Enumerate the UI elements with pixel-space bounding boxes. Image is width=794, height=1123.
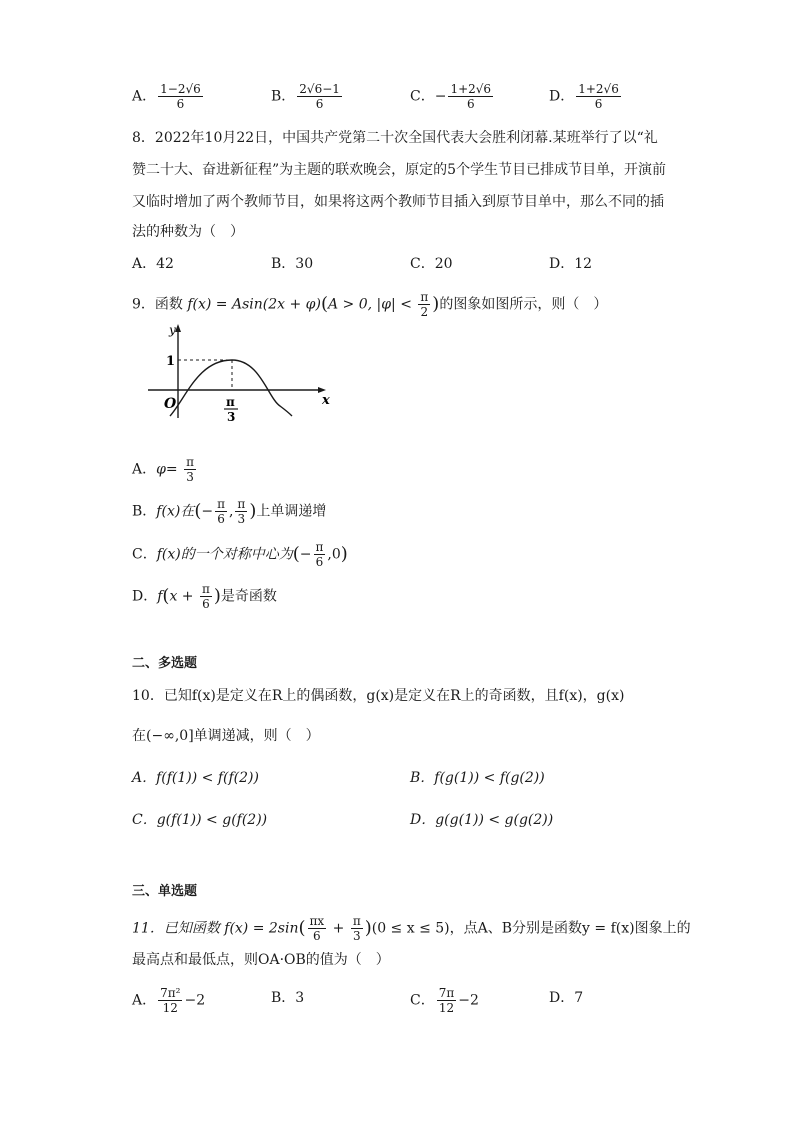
q7-option-a [132,82,205,111]
option-label: C． [410,992,435,1009]
argument: x + [169,588,198,605]
numerator: π [420,290,429,304]
paren-close: ) [432,293,440,315]
q8-option-a: A．42 [132,256,174,272]
option-label: B． [271,88,296,105]
numerator: 2√6−1 [299,82,340,96]
option-label: A． [132,88,157,105]
q11-option-a [132,986,205,1015]
q10-option-a: A．f(f(1)) < f(f(2)) [132,770,259,786]
paren-close: ) [213,585,221,607]
denominator: 6 [466,97,475,111]
option-label: C． [132,546,157,563]
denominator: 3 [186,470,194,484]
denominator: 6 [176,97,185,111]
x-tick-denominator: 3 [227,410,236,424]
denominator: 6 [313,929,321,943]
option-tail: ,0 [327,546,341,563]
option-text: f(x)的一个对称中心为 [156,546,293,563]
numerator: π [186,455,194,469]
option-tail: −2 [458,992,479,1009]
denominator: 6 [202,597,210,611]
q9-option-c: C．f(x)的一个对称中心为(− $\frac{\pi}{6}$ ,0) [132,540,348,569]
option-text: φ= [156,461,183,478]
sine-graph [140,320,330,425]
q10-option-d: D．g(g(1)) < g(g(2)) [410,812,554,828]
numerator: π [217,497,225,511]
option-label: D． [549,88,575,105]
q8-option-b: B．30 [271,256,314,272]
q7-option-d [549,82,623,111]
numerator: π [315,540,324,554]
numerator: 7π [438,986,455,1000]
paren-open: ( [162,585,170,607]
q9-function: f(x) = Asin(2x + φ) [187,296,321,313]
x-axis-label: x [322,393,330,408]
function-name: f [157,588,163,605]
numerator: π [237,497,246,511]
q10-line-2: 在(−∞,0]单调递减，则（ ） [132,728,320,744]
q11-line-2: 最高点和最低点，则OA·OB的值为（ ） [132,952,390,968]
minus-sign: − [434,88,447,105]
paren-open: ( [298,917,306,939]
q9-option-d [132,582,277,611]
fraction [437,986,457,1015]
option-label: A． [132,992,157,1009]
q9-suffix: 的图象如图所示，则（ ） [439,296,608,313]
option-label: C． [410,88,435,105]
section-title-single-choice: 三、单选题 [132,884,198,899]
fraction [448,82,493,111]
q8-line-3: 又临时增加了两个教师节目，如果将这两个教师节目插入到原节目单中，那么不同的插 [132,194,664,210]
fraction [235,497,247,526]
numerator: 7π² [160,986,181,1000]
q11-line-1 [132,914,691,943]
q7-option-c [410,82,495,111]
denominator: 3 [237,512,246,526]
q11-option-d: D．7 [549,990,584,1006]
q11-condition: (0 ≤ x ≤ 5)，点A、B分别是函数y = f(x)图象上的 [371,920,691,937]
fraction [297,82,342,111]
paren-open: ( [194,500,202,522]
numerator: 1−2√6 [160,82,201,96]
fraction [418,290,430,319]
q9-stem [132,290,607,319]
numerator: πx [309,914,325,928]
paren-close: ) [364,917,372,939]
q11-option-c [410,986,479,1015]
y-tick-label: 1 [166,354,176,369]
option-label: D． [132,588,158,605]
section-title-multi-choice: 二、多选题 [132,656,198,671]
denominator: 6 [315,97,324,111]
paren-close: ) [249,500,257,522]
fraction [314,540,326,569]
q10-line-1: 10．已知f(x)是定义在R上的偶函数，g(x)是定义在R上的奇函数，且f(x)，g(x) [132,688,625,704]
q8-option-d: D．12 [549,256,593,272]
origin-label: O [164,396,177,412]
option-text: f(x)在 [156,503,195,520]
y-axis-arrow [175,324,181,332]
q7-option-b [271,82,344,111]
q9-prefix: 9．函数 [132,296,188,313]
numerator: 1+2√6 [578,82,619,96]
option-suffix: 是奇函数 [220,588,277,605]
denominator: 6 [315,555,324,569]
y-axis-label: y [169,323,176,337]
denominator: 2 [420,305,429,319]
fraction [184,455,196,484]
option-tail: −2 [184,992,206,1009]
q9-option-a [132,455,198,484]
paren-close: ) [340,543,348,565]
paren-open: ( [292,543,300,565]
q11-option-b: B．3 [271,990,305,1006]
q10-option-b: B．f(g(1)) < f(g(2)) [410,770,545,786]
fraction [351,914,363,943]
fraction [576,82,621,111]
denominator: 3 [352,929,361,943]
numerator: π [201,582,210,596]
fraction [158,82,203,111]
option-suffix: 上单调递增 [256,503,327,520]
q8-line-4: 法的种数为（ ） [132,224,244,240]
fraction [215,497,227,526]
fraction [158,986,182,1015]
q9-condition: A > 0, |φ| < [327,296,417,313]
plus-sign: + [328,920,349,937]
denominator: 12 [438,1001,455,1015]
q8-option-c: C．20 [410,256,453,272]
q8-line-2: 赞二十大、奋进新征程”为主题的联欢晚会，原定的5个学生节目已排成节目单，开演前 [132,162,667,178]
q10-option-c: C．g(f(1)) < g(f(2)) [132,812,268,828]
q8-line-1: 8．2022年10月22日，中国共产党第二十次全国代表大会胜利闭幕.某班举行了以“礼 [132,130,658,146]
q9-option-b: B．f(x)在(− $\frac{\pi}{6}$ , $\frac{\pi}{3}$ )上单调递增 [132,497,327,526]
numerator: 1+2√6 [450,82,492,96]
numerator: π [352,914,361,928]
option-label: A． [132,461,157,478]
fraction [308,914,327,943]
x-tick-numerator: π [226,395,235,409]
fraction [200,582,212,611]
denominator: 12 [162,1001,178,1015]
denominator: 6 [217,512,225,526]
denominator: 6 [594,97,603,111]
option-label: B． [132,503,157,520]
paren-open: ( [320,293,328,315]
q11-function: 11．已知函数 f(x) = 2sin [132,920,299,937]
